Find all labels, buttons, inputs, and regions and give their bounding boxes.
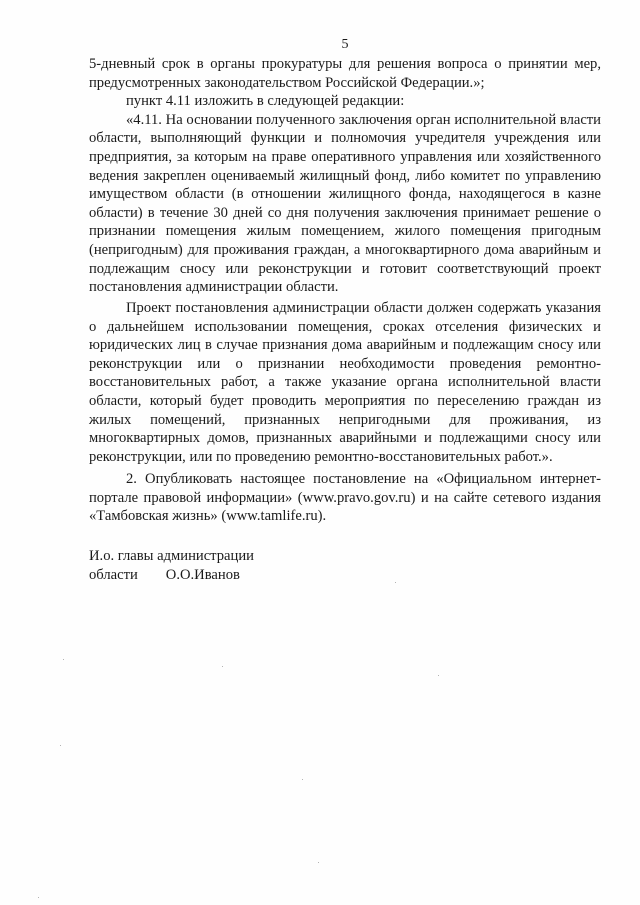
signature-title-line1: И.о. главы администрации: [89, 548, 254, 564]
scan-speck: [438, 675, 439, 676]
scan-speck: [395, 582, 396, 583]
signature-block: [89, 547, 254, 584]
paragraph-point-4-11: «4.11. На основании полученного заключения орган исполнительной власти области, выполняющий функции и полномочия учредителя учреждения или предприятия, за которым на праве оперативного управления или хозяйственного ведения закреплен оцениваемый жилищный фонд, либо комитет по управлению имуществом области (в отношении жилищного фонда, находящегося в казне области) в течение 30 дней со дня получения заключения принимает решение о признании помещения жилым помещением, жилого помещения пригодным (непригодным) для проживания граждан, а многоквартирного дома аварийным и подлежащим сносу или реконструкции и готовит соответствующий проект постановления администрации области.: [89, 111, 601, 296]
text-block-middle: [89, 299, 601, 466]
paragraph-point-intro: пункт 4.11 изложить в следующей редакции:: [126, 93, 405, 110]
signatory-name: О.О.Иванов: [165, 566, 240, 583]
scan-speck: [63, 659, 64, 660]
paragraph-continued: 5-дневный срок в органы прокуратуры для решения вопроса о принятии мер, предусмотренных законодательством Российской Федерации.»;: [89, 56, 601, 91]
scan-speck: [222, 666, 223, 667]
paragraph-draft-resolution: Проект постановления администрации области должен содержать указания о дальнейшем использовании помещения, сроках отселения физических и юридических лиц в случае признания дома аварийным и подлежащим сносу или реконструкции или о признании необходимости проведения ремонтно-восстановительных работ, а также указание органа исполнительной власти области, который будет проводить мероприятия по переселению граждан из жилых помещений, признанных непригодными для проживания, из многоквартирных домов, признанных аварийными и подлежащими сносу или реконструкции, или по проведению ремонтно-восстановительных работ.».: [89, 300, 601, 465]
text-block-top: [89, 55, 601, 297]
text-block-publication: [89, 470, 601, 526]
page-number: 5: [341, 37, 349, 52]
signature-title-line2: области: [89, 566, 138, 583]
scan-speck: [302, 779, 303, 780]
signature-line2: [89, 566, 254, 585]
scan-speck: [318, 862, 319, 863]
scan-speck: [38, 897, 39, 898]
paragraph-publication: 2. Опубликовать настоящее постановление на «Официальном интернет-портале правовой информации» (www.pravo.gov.ru) и на сайте сетевого издания «Тамбовская жизнь» (www.tamlife.ru).: [89, 471, 601, 525]
scan-speck: [60, 745, 61, 746]
